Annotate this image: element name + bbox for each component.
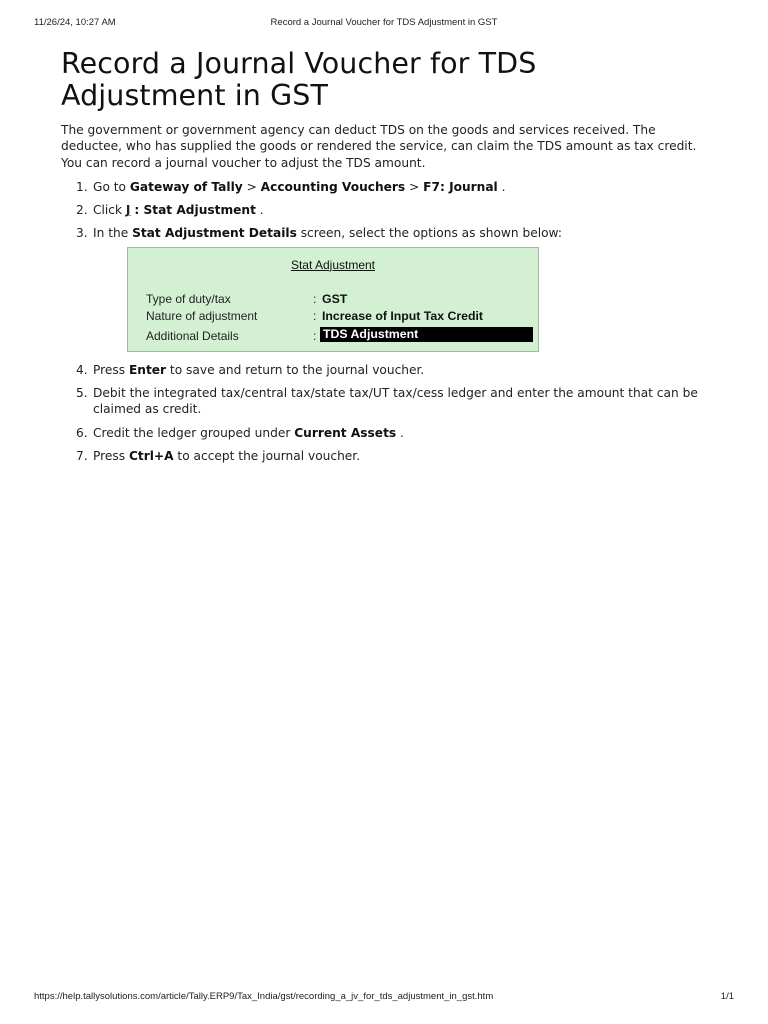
article — [61, 48, 701, 471]
print-header — [34, 17, 734, 31]
stat-adjustment-title: Stat Adjustment — [290, 257, 376, 272]
step-2: 2. Click J : Stat Adjustment . — [76, 203, 264, 218]
field-label: Additional Details — [146, 328, 239, 343]
link-accounting-vouchers: Accounting Vouchers — [260, 179, 406, 194]
row-type-of-duty: Type of duty/tax : GST — [146, 291, 348, 306]
steps-list — [61, 179, 701, 464]
field-label: Nature of adjustment — [146, 308, 258, 323]
page-number: 1/1 — [720, 991, 734, 1002]
stat-adjustment-details-label: Stat Adjustment Details — [132, 226, 297, 241]
row-additional-details: Additional Details : TDS Adjustment — [146, 327, 528, 343]
field-value-additional-details[interactable]: TDS Adjustment — [320, 327, 533, 342]
page-title: Record a Journal Voucher for TDS Adjustment in GST — [61, 47, 537, 112]
field-value-gst[interactable]: GST — [322, 291, 348, 306]
link-f7-journal: F7: Journal — [423, 179, 498, 194]
step-1: 1. Go to Gateway of Tally > Accounting Vouchers > F7: Journal . — [76, 179, 506, 194]
print-footer — [34, 991, 734, 1005]
stat-adjustment-option: : Stat Adjustment — [134, 203, 256, 218]
print-doc-title: Record a Journal Voucher for TDS Adjustment in GST — [270, 17, 498, 28]
field-value-nature[interactable]: Increase of Input Tax Credit — [322, 308, 484, 323]
link-gateway-of-tally: Gateway of Tally — [129, 179, 243, 194]
stat-adjustment-screenshot — [127, 247, 539, 352]
print-datetime: 11/26/24, 10:27 AM — [34, 17, 116, 28]
key-ctrl-a: Ctrl+A — [128, 448, 174, 463]
key-enter: Enter — [128, 362, 167, 377]
row-nature-of-adjustment: Nature of adjustment : Increase of Input Tax Credit — [146, 308, 484, 323]
current-assets-label: Current Assets — [294, 425, 397, 440]
field-label: Type of duty/tax — [146, 291, 231, 306]
step-4: 4. Press Enter to save and return to the journal voucher. — [76, 362, 425, 377]
step-3: 3. In the Stat Adjustment Details screen, select the options as shown below: Stat Adjustment Type of duty/tax : GST Nature of adjustment : Increase of Input Tax Credit Additional Details : TDS Adjustment — [61, 225, 701, 351]
intro-paragraph: The government or government agency can deduct TDS on the goods and services received. The deductee, who has supplied the goods or rendered the service, can claim the TDS amount as tax credit. You can record a journal voucher to adjust the TDS amount. — [61, 123, 697, 170]
step-6: 6. Credit the ledger grouped under Current Assets . — [76, 425, 404, 440]
source-url[interactable]: https://help.tallysolutions.com/article/Tally.ERP9/Tax_India/gst/recording_a_jv_for_tds_adjustment_in_gst.htm — [34, 991, 494, 1002]
step-7: 7. Press Ctrl+A to accept the journal voucher. — [76, 448, 361, 463]
shortcut-key-j: J — [125, 203, 131, 218]
step-5: 5. Debit the integrated tax/central tax/state tax/UT tax/cess ledger and enter the amount that can be claimed as credit. — [76, 386, 698, 417]
